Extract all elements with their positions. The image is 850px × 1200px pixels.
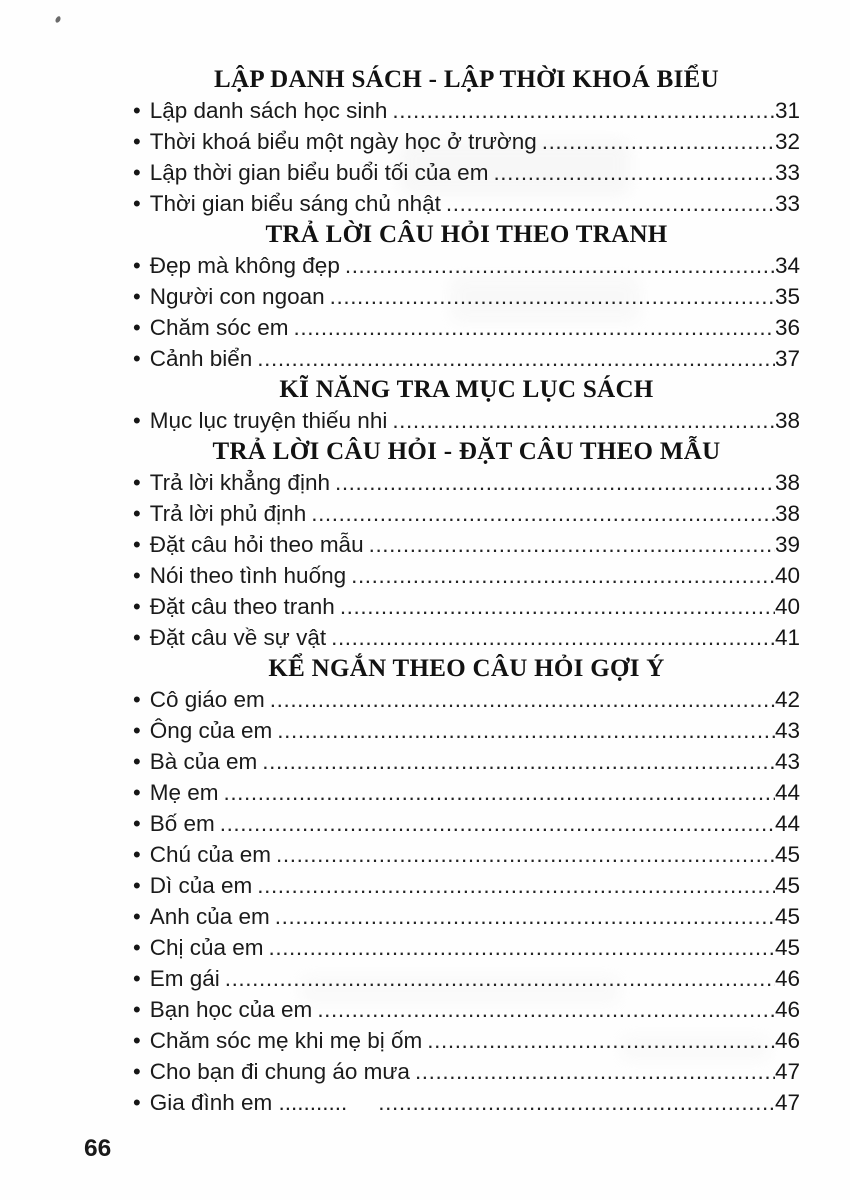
toc-entry — [133, 901, 800, 932]
dot-leader — [270, 901, 775, 932]
toc-entry — [133, 777, 800, 808]
toc-entry-page: 35 — [774, 284, 800, 309]
scan-speck — [55, 15, 62, 23]
toc-entry — [133, 1025, 800, 1056]
dot-leader — [289, 312, 775, 343]
dot-leader — [346, 560, 775, 591]
bullet-icon: • — [133, 1090, 141, 1115]
toc-entry-page: 40 — [774, 594, 800, 619]
toc-entry-label: Bạn học của em — [149, 997, 313, 1022]
toc-entry — [133, 994, 800, 1025]
toc-entry-page: 47 — [774, 1090, 800, 1115]
toc-entry-page: 40 — [774, 563, 800, 588]
toc-entry — [133, 467, 800, 498]
bullet-icon: • — [133, 780, 141, 805]
bullet-icon: • — [133, 253, 141, 278]
toc-entry-label: Người con ngoan — [149, 284, 325, 309]
toc-entry-label: Chăm sóc em — [149, 315, 289, 340]
bullet-icon: • — [133, 904, 141, 929]
toc-entry — [133, 591, 800, 622]
toc-entry-page: 34 — [774, 253, 800, 278]
bullet-icon: • — [133, 1028, 141, 1053]
toc-entry-page: 47 — [774, 1059, 800, 1084]
toc-entry-label: Mẹ em — [149, 780, 219, 805]
toc-section — [133, 374, 800, 436]
dot-leader — [257, 746, 775, 777]
bullet-icon: • — [133, 563, 141, 588]
toc-entry-label: Cô giáo em — [149, 687, 265, 712]
dot-leader — [373, 1087, 775, 1118]
toc-entry — [133, 405, 800, 436]
toc-entry-page: 41 — [774, 625, 800, 650]
dot-leader — [265, 684, 775, 715]
bullet-icon: • — [133, 966, 141, 991]
bullet-icon: • — [133, 935, 141, 960]
toc-entry-page: 37 — [774, 346, 800, 371]
toc-entry-label: Chú của em — [149, 842, 272, 867]
toc-entry-page: 38 — [774, 501, 800, 526]
toc-entry-label: Anh của em — [149, 904, 270, 929]
bullet-icon: • — [133, 532, 141, 557]
dot-leader — [218, 777, 775, 808]
toc-entry-label: Cho bạn đi chung áo mưa — [149, 1059, 410, 1084]
toc-entry-label: Dì của em — [149, 873, 253, 898]
dot-leader — [312, 994, 775, 1025]
toc-entry-label: Bà của em — [149, 749, 258, 774]
bullet-icon: • — [133, 191, 141, 216]
toc-entry-page: 44 — [774, 780, 800, 805]
bullet-icon: • — [133, 594, 141, 619]
dot-leader — [422, 1025, 775, 1056]
bullet-icon: • — [133, 749, 141, 774]
dot-leader — [306, 498, 775, 529]
table-of-contents — [133, 64, 800, 1118]
toc-entry-page: 33 — [774, 160, 800, 185]
bullet-icon: • — [133, 315, 141, 340]
toc-entry-page: 44 — [774, 811, 800, 836]
toc-entry-page: 32 — [774, 129, 800, 154]
dot-leader — [252, 870, 775, 901]
toc-section — [133, 64, 800, 219]
bullet-icon: • — [133, 346, 141, 371]
toc-entry — [133, 963, 800, 994]
toc-entry-page: 43 — [774, 718, 800, 743]
dot-leader — [326, 622, 775, 653]
toc-entry-label: Chị của em — [149, 935, 264, 960]
dot-leader — [335, 591, 775, 622]
dot-leader — [330, 467, 775, 498]
toc-section — [133, 219, 800, 374]
bullet-icon: • — [133, 470, 141, 495]
bullet-icon: • — [133, 625, 141, 650]
toc-entry-page: 36 — [774, 315, 800, 340]
dot-leader — [441, 188, 775, 219]
toc-entry-page: 45 — [774, 842, 800, 867]
toc-entry-label: Đặt câu về sự vật — [149, 625, 327, 650]
dot-leader — [340, 250, 775, 281]
bullet-icon: • — [133, 997, 141, 1022]
section-title: KỂ NGẮN THEO CÂU HỎI GỢI Ý — [268, 655, 665, 682]
section-title: TRẢ LỜI CÂU HỎI THEO TRANH — [265, 221, 668, 248]
toc-entry-label: Chăm sóc mẹ khi mẹ bị ốm — [149, 1028, 423, 1053]
dot-leader — [488, 157, 775, 188]
toc-entry — [133, 343, 800, 374]
toc-entry — [133, 560, 800, 591]
toc-entry-page: 42 — [774, 687, 800, 712]
toc-entry-page: 46 — [774, 1028, 800, 1053]
toc-entry — [133, 839, 800, 870]
toc-entry-label: Bố em — [149, 811, 215, 836]
dot-leader — [410, 1056, 775, 1087]
toc-entry-page: 46 — [774, 966, 800, 991]
section-title: KĨ NĂNG TRA MỤC LỤC SÁCH — [279, 376, 654, 403]
toc-entry-label: Em gái — [149, 966, 220, 991]
toc-entry-page: 45 — [774, 873, 800, 898]
toc-entry — [133, 1087, 800, 1118]
toc-entry — [133, 932, 800, 963]
toc-entry-label: Đặt câu hỏi theo mẫu — [149, 532, 364, 557]
bullet-icon: • — [133, 501, 141, 526]
toc-entry — [133, 498, 800, 529]
toc-entry-label: Đặt câu theo tranh — [149, 594, 335, 619]
toc-entry — [133, 312, 800, 343]
dot-leader — [387, 405, 775, 436]
bullet-icon: • — [133, 284, 141, 309]
toc-entry-label: Cảnh biển — [149, 346, 253, 371]
bullet-icon: • — [133, 1059, 141, 1084]
toc-entry — [133, 622, 800, 653]
bullet-icon: • — [133, 160, 141, 185]
toc-entry — [133, 684, 800, 715]
toc-section — [133, 653, 800, 1118]
dot-leader — [387, 95, 775, 126]
toc-entry-page: 43 — [774, 749, 800, 774]
toc-entry — [133, 715, 800, 746]
toc-entry-page: 38 — [774, 408, 800, 433]
toc-entry-label: Nói theo tình huống — [149, 563, 347, 588]
toc-entry-label: Ông của em — [149, 718, 273, 743]
bullet-icon: • — [133, 98, 141, 123]
bullet-icon: • — [133, 129, 141, 154]
toc-entry — [133, 157, 800, 188]
toc-entry-label: Lập thời gian biểu buổi tối của em — [149, 160, 489, 185]
dot-leader — [325, 281, 775, 312]
toc-entry-label: Mục lục truyện thiếu nhi — [149, 408, 388, 433]
toc-entry — [133, 281, 800, 312]
toc-entry-label: Đẹp mà không đẹp — [149, 253, 340, 278]
toc-entry-label: Gia đình em ........... — [149, 1090, 348, 1115]
bullet-icon: • — [133, 811, 141, 836]
dot-leader — [537, 126, 775, 157]
toc-entry-page: 31 — [774, 98, 800, 123]
toc-entry-label: Thời gian biểu sáng chủ nhật — [149, 191, 441, 216]
toc-entry-page: 39 — [774, 532, 800, 557]
bullet-icon: • — [133, 873, 141, 898]
bullet-icon: • — [133, 687, 141, 712]
toc-entry-page: 45 — [774, 904, 800, 929]
section-title: TRẢ LỜI CÂU HỎI - ĐẶT CÂU THEO MẪU — [212, 438, 721, 465]
dot-leader — [272, 715, 775, 746]
toc-entry-label: Thời khoá biểu một ngày học ở trường — [149, 129, 537, 154]
dot-leader — [364, 529, 775, 560]
toc-entry-label: Lập danh sách học sinh — [149, 98, 388, 123]
toc-entry — [133, 126, 800, 157]
toc-entry — [133, 250, 800, 281]
toc-entry — [133, 188, 800, 219]
dot-leader — [252, 343, 775, 374]
dot-leader — [271, 839, 775, 870]
toc-entry — [133, 95, 800, 126]
toc-entry-label: Trả lời phủ định — [149, 501, 307, 526]
toc-entry — [133, 1056, 800, 1087]
toc-entry-page: 45 — [774, 935, 800, 960]
toc-section — [133, 436, 800, 653]
toc-entry-page: 33 — [774, 191, 800, 216]
dot-leader — [220, 963, 775, 994]
section-title: LẬP DANH SÁCH - LẬP THỜI KHOÁ BIỂU — [214, 66, 719, 93]
bullet-icon: • — [133, 718, 141, 743]
toc-entry-page: 38 — [774, 470, 800, 495]
toc-entry — [133, 746, 800, 777]
toc-entry-label: Trả lời khẳng định — [149, 470, 330, 495]
toc-entry-page: 46 — [774, 997, 800, 1022]
page-number: 66 — [84, 1135, 112, 1162]
bullet-icon: • — [133, 408, 141, 433]
toc-entry — [133, 808, 800, 839]
dot-leader — [264, 932, 775, 963]
toc-entry — [133, 870, 800, 901]
dot-leader — [215, 808, 775, 839]
bullet-icon: • — [133, 842, 141, 867]
toc-entry — [133, 529, 800, 560]
